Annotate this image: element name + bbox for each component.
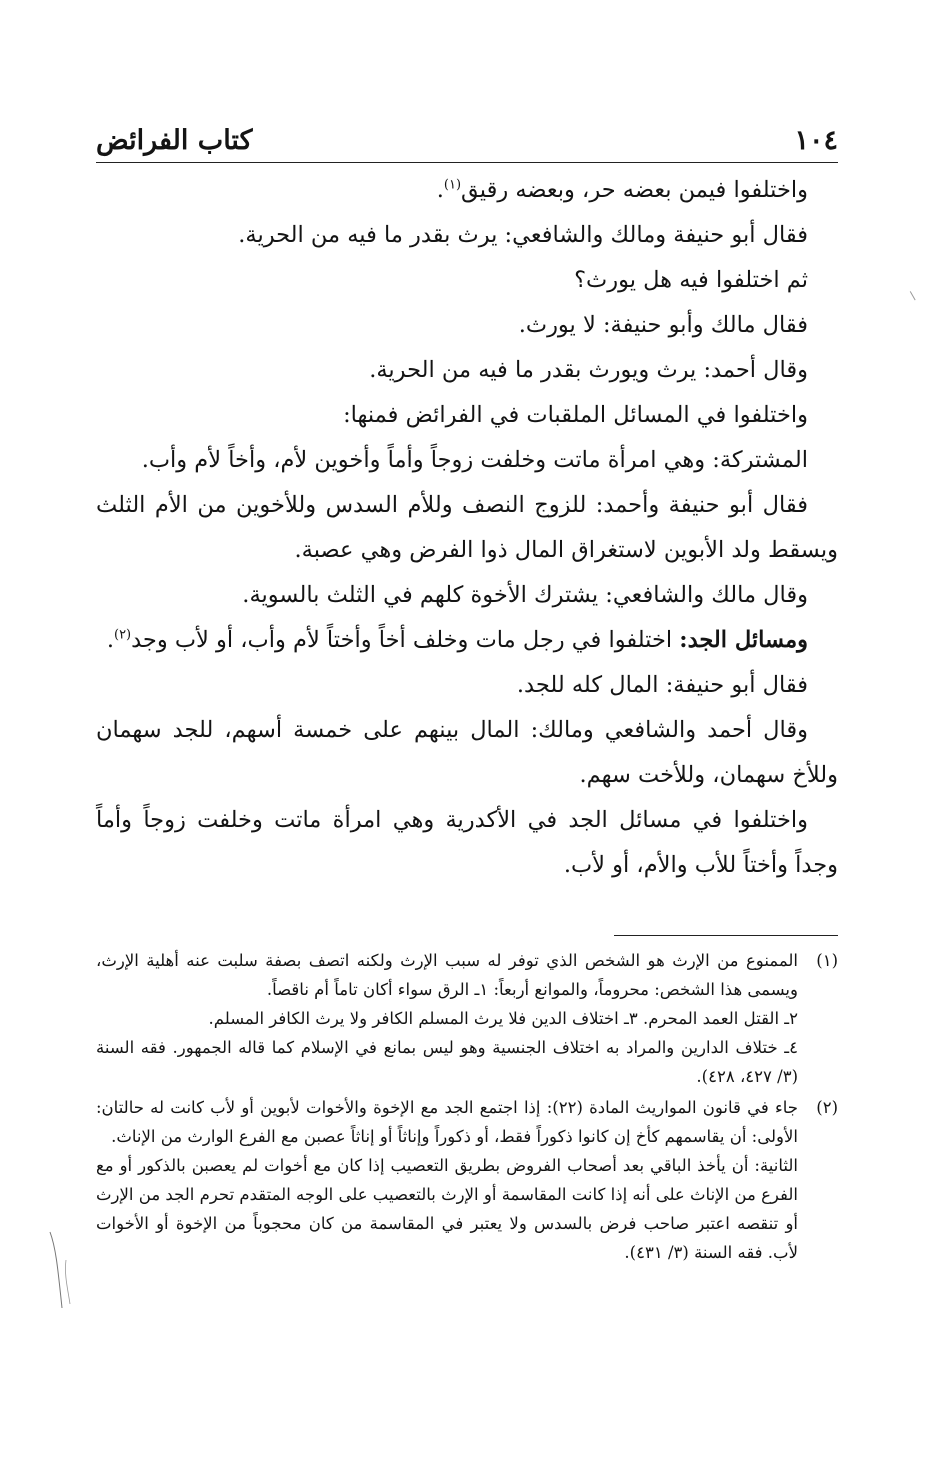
- margin-mark: [910, 290, 918, 301]
- paragraph-10-text: اختلفوا في رجل مات وخلف أخاً وأختاً لأم وأب، أو لأب وجد: [131, 627, 680, 653]
- footnote-ref-2: (٢): [113, 627, 132, 643]
- footnote-1-line-2: ٢ـ القتل العمد المحرم. ٣ـ اختلاف الدين فلا يرث المسلم الكافر ولا يرث الكافر المسلم.: [208, 1009, 798, 1028]
- page-header: [96, 118, 838, 162]
- main-text: [96, 168, 838, 888]
- running-title: كتاب الفرائض: [96, 124, 253, 156]
- paragraph-10: [96, 618, 838, 663]
- paragraph-6: واختلفوا في المسائل الملقبات في الفرائض فمنها:: [343, 402, 808, 428]
- footnote-1-line-3: ٤ـ ختلاف الدارين والمراد به اختلاف الجنسية وهو ليس بمانع في الإسلام كما قاله الجمهور. فقه السنة (٣/ ٤٢٧، ٤٢٨).: [96, 1038, 798, 1086]
- paragraph-5: وقال أحمد: يرث ويورث بقدر ما فيه من الحرية.: [369, 357, 808, 383]
- paragraph-8: فقال أبو حنيفة وأحمد: للزوج النصف وللأم السدس وللأخوين من الأم الثلث ويسقط ولد الأبوين لاستغراق المال ذوا الفرض وهي عصبة.: [96, 492, 838, 563]
- paragraph-1-text: واختلفوا فيمن بعضه حر، وبعضه رقيق: [461, 177, 808, 203]
- footnote-2-line-1: جاء في قانون المواريث المادة (٢٢): إذا اجتمع الجد مع الإخوة والأخوات لأبوين أو لأب كانت له حالتان: الأولى: أن يقاسمهم كأخ إن كانوا ذكوراً فقط، أو ذكوراً وإناثاً أو إناثاً عصبن مع الفرع الوارث من الإناث.: [96, 1098, 798, 1146]
- paragraph-1-end: .: [436, 177, 444, 203]
- footnote-2-number: (٢): [816, 1098, 838, 1117]
- paragraph-2: فقال أبو حنيفة ومالك والشافعي: يرث بقدر ما فيه من الحرية.: [238, 222, 808, 248]
- paragraph-12: وقال أحمد والشافعي ومالك: المال بينهم على خمسة أسهم، للجد سهمان وللأخ سهمان، وللأخت سهم.: [96, 717, 838, 788]
- footnote-2-body: [96, 1093, 798, 1267]
- footnote-2: [96, 1093, 838, 1267]
- footnote-2-line-2: الثانية: أن يأخذ الباقي بعد أصحاب الفروض بطريق التعصيب إذا كان مع أخوات لم يعصبن بالذكور أو مع الفرع من الإناث على أنه إذا كانت المقاسمة أو الإرث بالتعصيب على الوجه المتقدم تحرم الجد من الإرث أو تنقصه اعتبر صاحب فرض بالسدس ولا يعتبر في المقاسمة من كان محجوباً من الإخوة أو الأخوات لأب. فقه السنة (٣/ ٤٣١).: [96, 1156, 798, 1262]
- paragraph-9: وقال مالك والشافعي: يشترك الأخوة كلهم في الثلث بالسوية.: [242, 582, 808, 608]
- footnote-1-number: (١): [816, 951, 838, 970]
- footnotes: [96, 946, 838, 1269]
- paragraph-13: واختلفوا في مسائل الجد في الأكدرية وهي امرأة ماتت وخلفت زوجاً وأماً وجداً وأختاً للأب والأم، أو لأب.: [96, 807, 838, 878]
- footnote-rule: [614, 935, 838, 936]
- margin-scribble: [42, 1230, 82, 1310]
- paragraph-3: ثم اختلفوا فيه هل يورث؟: [574, 267, 808, 293]
- section-heading-jadd: ومسائل الجد:: [679, 627, 808, 653]
- footnote-1-body: [96, 946, 798, 1091]
- footnote-ref-1: (١): [443, 177, 462, 193]
- footnote-1-line-1: الممنوع من الإرث هو الشخص الذي توفر له سبب الإرث ولكنه اتصف بصفة سلبت عنه أهلية الإرث، ويسمى هذا الشخص: محروماً، والموانع أربعاً: ١ـ الرق سواء أكان تاماً أم ناقصاً.: [96, 951, 798, 999]
- page-number: ١٠٤: [794, 124, 838, 156]
- footnote-1: [96, 946, 838, 1091]
- paragraph-4: فقال مالك وأبو حنيفة: لا يورث.: [518, 312, 808, 338]
- paragraph-10-end: .: [106, 627, 114, 653]
- paragraph-1: [96, 168, 838, 213]
- header-rule: [96, 162, 838, 163]
- paragraph-7: المشتركة: وهي امرأة ماتت وخلفت زوجاً وأماً وأخوين لأم، وأخاً لأم وأب.: [141, 447, 808, 473]
- paragraph-11: فقال أبو حنيفة: المال كله للجد.: [516, 672, 808, 698]
